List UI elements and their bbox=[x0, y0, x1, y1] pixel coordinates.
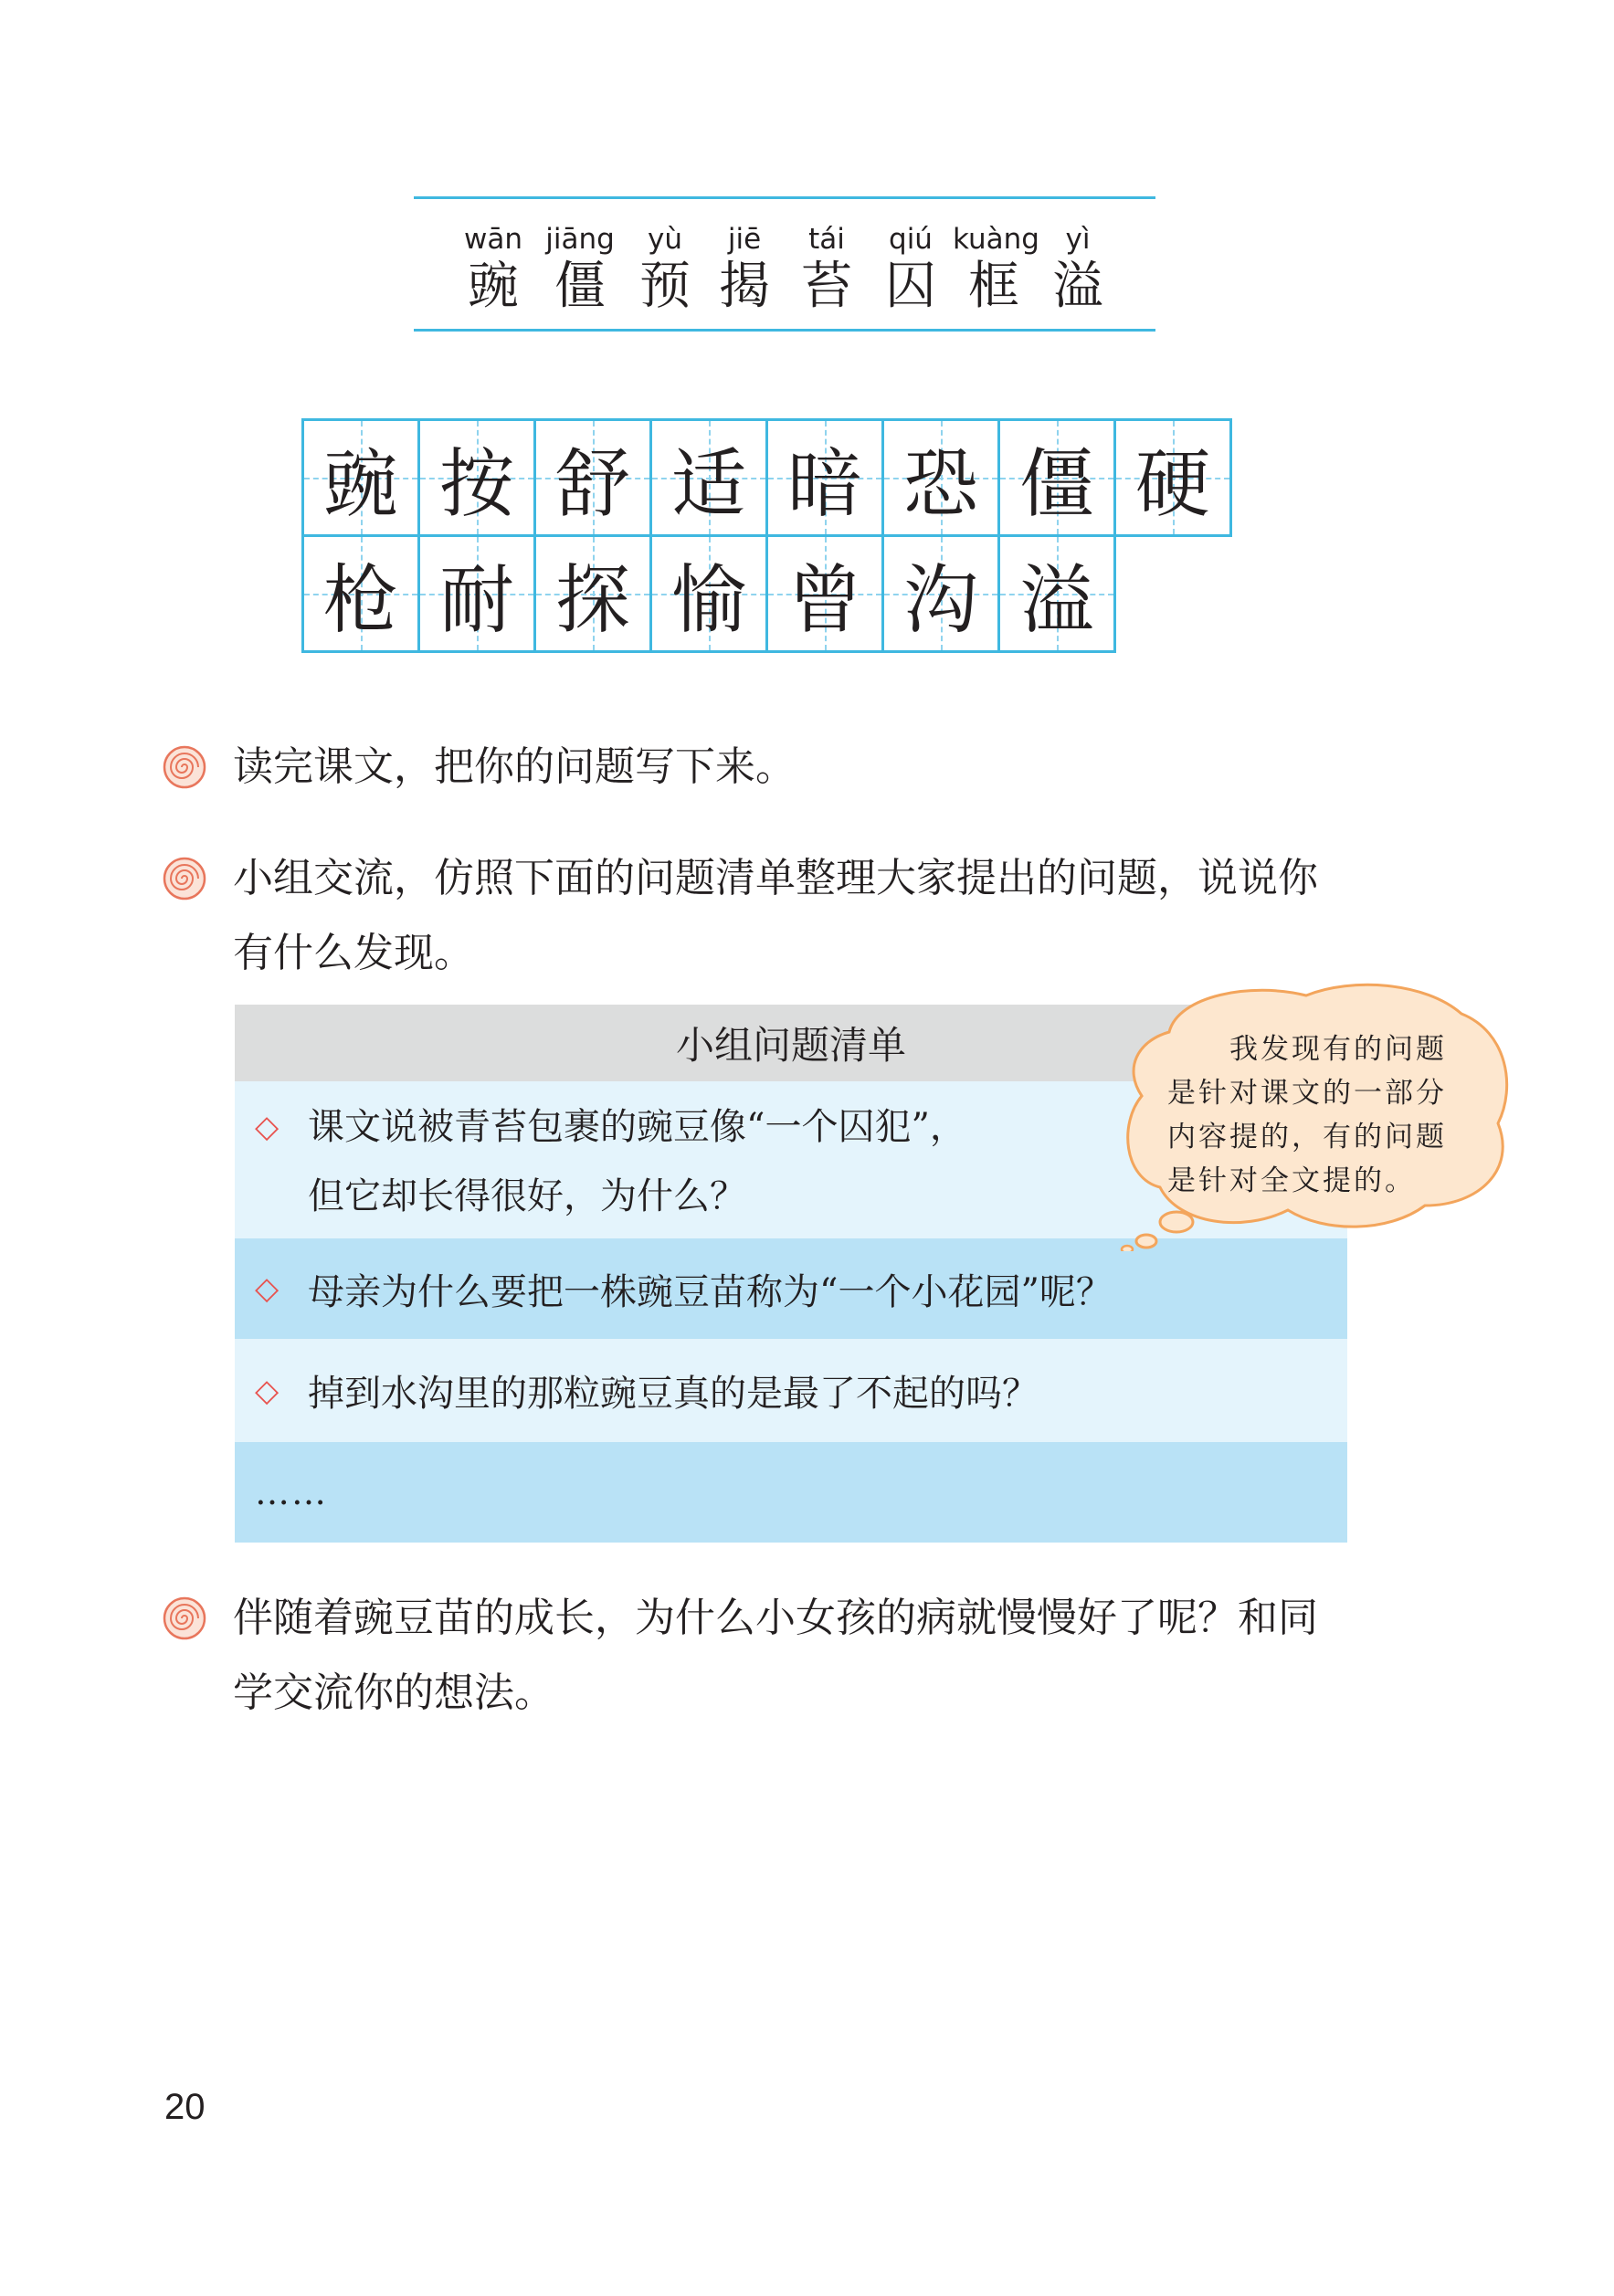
pinyin: kuàng bbox=[953, 223, 1039, 256]
grid-cell bbox=[649, 534, 768, 653]
grid-char: 豌 bbox=[322, 440, 398, 528]
table-header: 小组问题清单 bbox=[235, 1005, 1347, 1081]
pinyin: tái bbox=[808, 223, 845, 256]
grid-cell bbox=[997, 534, 1116, 653]
grid-char: 暗 bbox=[786, 440, 862, 528]
pinyin: jiē bbox=[727, 223, 762, 256]
grid-char: 沟 bbox=[902, 556, 978, 644]
vocab-word bbox=[786, 221, 868, 316]
table-row bbox=[235, 1339, 1347, 1442]
table-row bbox=[235, 1238, 1347, 1339]
grid-cell bbox=[881, 418, 1000, 537]
bubble-line: 我发现有的问题 bbox=[1229, 1033, 1447, 1066]
vocab-word bbox=[870, 221, 952, 316]
hanzi: 豌 bbox=[468, 257, 519, 316]
grid-cell bbox=[997, 418, 1116, 537]
task-1 bbox=[233, 730, 1420, 805]
grid-char: 耐 bbox=[438, 556, 514, 644]
question-text: 掉到水沟里的那粒豌豆真的是最了不起的吗？ bbox=[308, 1373, 1039, 1415]
pinyin: yù bbox=[648, 223, 682, 256]
grid-char: 恐 bbox=[902, 440, 978, 528]
task-2-line: 小组交流，仿照下面的问题清单整理大家提出的问题，说说你 bbox=[233, 855, 1318, 901]
grid-cell bbox=[765, 418, 884, 537]
question-line: 课文说被青苔包裹的豌豆像“一个囚犯”， bbox=[308, 1106, 966, 1148]
vocab-top-rule bbox=[414, 196, 1155, 199]
grid-char: 溢 bbox=[1018, 556, 1094, 644]
writing-grid bbox=[301, 418, 1229, 650]
diamond-outline-icon: ◇ bbox=[255, 1372, 280, 1409]
vocab-word bbox=[1037, 221, 1119, 316]
task-2-line: 有什么发现。 bbox=[233, 930, 474, 976]
grid-cell bbox=[417, 534, 536, 653]
hanzi: 框 bbox=[968, 257, 1019, 316]
vocab-word bbox=[703, 221, 786, 316]
grid-char: 曾 bbox=[786, 556, 862, 644]
hanzi: 预 bbox=[639, 257, 691, 316]
grid-char: 适 bbox=[670, 440, 746, 528]
question-line: 但它却长得很好，为什么？ bbox=[308, 1175, 746, 1217]
grid-char: 舒 bbox=[554, 440, 630, 528]
grid-char: 枪 bbox=[322, 556, 398, 644]
grid-cell bbox=[301, 418, 420, 537]
spiral-seal-icon bbox=[162, 744, 207, 790]
task-3-line: 学交流你的想法。 bbox=[233, 1669, 554, 1716]
grid-char: 硬 bbox=[1134, 440, 1210, 528]
vocab-bottom-rule bbox=[414, 329, 1155, 332]
hanzi: 苔 bbox=[801, 257, 852, 316]
grid-row bbox=[301, 418, 1229, 534]
vocab-word bbox=[953, 221, 1039, 316]
grid-cell bbox=[533, 418, 652, 537]
pinyin: wān bbox=[464, 223, 522, 256]
grid-char: 按 bbox=[438, 440, 514, 528]
bubble-line: 是针对全文提的。 bbox=[1167, 1164, 1416, 1197]
task-3 bbox=[233, 1581, 1420, 1731]
spiral-seal-icon bbox=[162, 1596, 207, 1641]
grid-cell bbox=[765, 534, 884, 653]
grid-char: 探 bbox=[554, 556, 630, 644]
ellipsis: …… bbox=[255, 1472, 328, 1512]
question-text bbox=[308, 1092, 966, 1231]
grid-cell bbox=[533, 534, 652, 653]
diamond-outline-icon: ◇ bbox=[255, 1270, 280, 1307]
grid-char: 愉 bbox=[670, 556, 746, 644]
pinyin: yì bbox=[1065, 223, 1091, 256]
bubble-line: 内容提的，有的问题 bbox=[1167, 1121, 1447, 1153]
page-number: 20 bbox=[164, 2087, 206, 2127]
task-3-line: 伴随着豌豆苗的成长，为什么小女孩的病就慢慢好了呢？和同 bbox=[233, 1595, 1318, 1641]
task-1-text: 读完课文，把你的问题写下来。 bbox=[233, 743, 796, 790]
vocab-word bbox=[452, 221, 534, 316]
bubble-text bbox=[1167, 1027, 1478, 1203]
table-row bbox=[235, 1442, 1347, 1543]
grid-cell bbox=[881, 534, 1000, 653]
spiral-seal-icon bbox=[162, 856, 207, 901]
pinyin: qiú bbox=[889, 223, 933, 256]
hanzi: 溢 bbox=[1052, 257, 1103, 316]
question-text: 母亲为什么要把一株豌豆苗称为“一个小花园”呢？ bbox=[308, 1270, 1113, 1313]
vocab-word bbox=[539, 221, 621, 316]
diamond-outline-icon: ◇ bbox=[255, 1109, 280, 1145]
grid-cell bbox=[301, 534, 420, 653]
vocab-word bbox=[624, 221, 706, 316]
hanzi: 僵 bbox=[554, 257, 606, 316]
grid-row bbox=[301, 534, 1229, 650]
task-2 bbox=[233, 841, 1420, 991]
hanzi: 揭 bbox=[719, 257, 770, 316]
grid-cell bbox=[1113, 418, 1232, 537]
grid-cell bbox=[417, 418, 536, 537]
grid-char: 僵 bbox=[1018, 440, 1094, 528]
bubble-line: 是针对课文的一部分 bbox=[1167, 1077, 1447, 1110]
pinyin: jiāng bbox=[545, 223, 615, 256]
grid-cell bbox=[649, 418, 768, 537]
hanzi: 囚 bbox=[885, 257, 936, 316]
